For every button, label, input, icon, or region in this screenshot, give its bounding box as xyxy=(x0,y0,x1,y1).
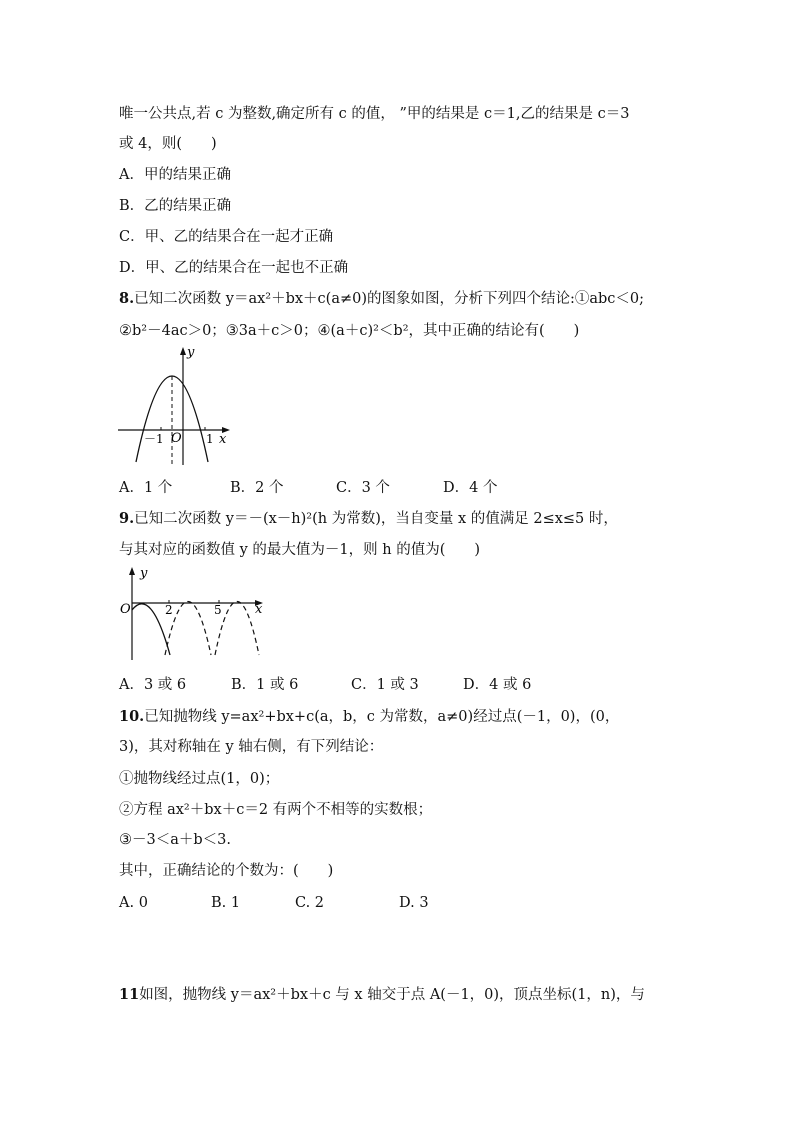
q10-line-1-text: 已知抛物线 y=ax²+bx+c(a，b，c 为常数，a≠0)经过点(－1，0)，(0， xyxy=(144,709,620,725)
q7-option-b: B．乙的结果正确 xyxy=(119,198,232,214)
q10-number: 10. xyxy=(119,708,145,725)
q8-number: 8. xyxy=(119,290,135,307)
q7-option-a: A．甲的结果正确 xyxy=(119,167,231,183)
q8-line-1 xyxy=(119,289,644,309)
q9-option-b: B．1 或 6 xyxy=(231,677,299,693)
q9-option-c: C．1 或 3 xyxy=(351,677,419,693)
q8-y-label: y xyxy=(187,345,195,360)
q8-y-arrow xyxy=(180,347,186,355)
q9-line-1 xyxy=(119,509,618,529)
q9-origin-label: O xyxy=(120,602,131,617)
q11-number: 11 xyxy=(119,986,140,1003)
q10-option-b: B. 1 xyxy=(211,895,241,911)
q10-line-2: 3)，其对称轴在 y 轴右侧，有下列结论： xyxy=(119,739,384,755)
q9-line-1-text: 已知二次函数 y＝－(x－h)²(h 为常数)，当自变量 x 的值满足 2≤x≤5 时， xyxy=(134,511,618,527)
q9-parabola-graph xyxy=(118,562,273,662)
q9-y-arrow xyxy=(129,567,135,575)
q7-line-1: 唯一公共点,若 c 为整数,确定所有 c 的值， ”甲的结果是 c＝1,乙的结果是 c＝3 xyxy=(119,106,630,122)
q10-option-d: D. 3 xyxy=(399,895,429,911)
q10-item-2: ②方程 ax²＋bx＋c＝2 有两个不相等的实数根； xyxy=(119,802,433,818)
q9-two-label: 2 xyxy=(165,603,173,617)
q8-option-d: D．4 个 xyxy=(443,480,498,496)
q10-line-1 xyxy=(119,707,619,727)
q10-item-1: ①抛物线经过点(1，0)； xyxy=(119,771,280,787)
q9-line-2: 与其对应的函数值 y 的最大值为－1，则 h 的值为( ) xyxy=(119,542,481,558)
q8-option-b: B．2 个 xyxy=(230,480,284,496)
q7-option-d: D．甲、乙的结果合在一起也不正确 xyxy=(119,260,349,276)
q8-parabola-graph xyxy=(118,342,233,470)
q9-option-a: A．3 或 6 xyxy=(119,677,187,693)
q8-one-label: 1 xyxy=(206,432,214,446)
q8-origin-label: O xyxy=(171,431,182,446)
q8-line-2: ②b²－4ac＞0；③3a＋c＞0；④(a＋c)²＜b²，其中正确的结论有( ) xyxy=(119,323,580,339)
q11-line-1-text: 如图，抛物线 y＝ax²＋bx＋c 与 x 轴交于点 A(－1，0)，顶点坐标(1，n)，与 xyxy=(139,987,645,1003)
q9-x-label: x xyxy=(255,602,263,617)
q8-x-label: x xyxy=(219,432,227,447)
q10-option-a: A. 0 xyxy=(119,895,148,911)
q9-y-label: y xyxy=(140,566,148,581)
q9-five-label: 5 xyxy=(214,603,222,617)
q7-line-2: 或 4，则( ) xyxy=(119,136,217,152)
q9-option-d: D．4 或 6 xyxy=(463,677,532,693)
q7-option-c: C．甲、乙的结果合在一起才正确 xyxy=(119,229,334,245)
q8-line-1-text: 已知二次函数 y＝ax²＋bx＋c(a≠0)的图象如图，分析下列四个结论:①abc＜0; xyxy=(134,291,645,307)
q10-question: 其中，正确结论的个数为：( ) xyxy=(119,863,334,879)
q8-option-c: C．3 个 xyxy=(336,480,390,496)
q9-number: 9. xyxy=(119,510,135,527)
q11-line-1 xyxy=(119,985,645,1005)
q8-neg1-label: －1 xyxy=(144,432,164,446)
q10-item-3: ③－3＜a＋b＜3. xyxy=(119,832,231,848)
q8-option-a: A．1 个 xyxy=(119,480,173,496)
q10-option-c: C. 2 xyxy=(295,895,325,911)
